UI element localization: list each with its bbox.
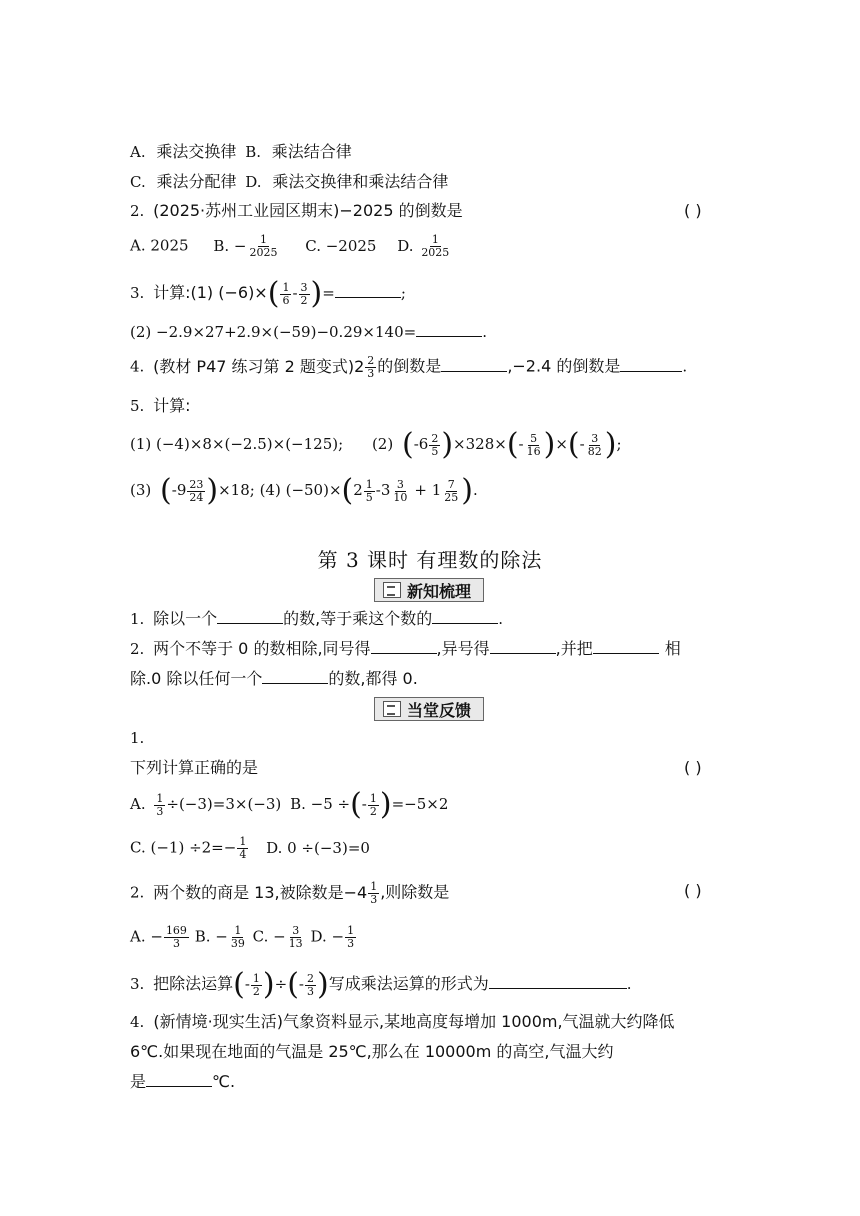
question-3: 3. 计算:(1) (−6)×( $\frac{1}{6}$ - $\frac{3}{2}$ )= ; [130,276,406,311]
fraction: $\frac{5}{16}$ [526,431,541,458]
question-5 [130,396,191,416]
question-text: (2025·苏州工业园区期末)−2025 的倒数是 [153,201,463,220]
option-letter: B. [245,143,261,161]
pen-icon [383,701,401,717]
question-3-part-2: (2) −2.9×27+2.9×(−59)−0.29×140= . [130,323,487,341]
question-2 [130,201,463,221]
question-text: 计算:(1) (−6)× [153,283,268,302]
answer-blank[interactable] [335,283,401,298]
fraction: $\frac{1}{3}$ [370,880,378,906]
fraction: $\frac{2}{3}$ [367,354,375,380]
option-c: C. −2025 [305,236,377,255]
option-d: D. [397,236,414,255]
answer-blank[interactable] [262,669,328,684]
question-number: 5. [130,397,145,415]
fraction: $\frac{3}{13}$ [288,924,303,950]
answer-blank[interactable] [217,609,283,624]
answer-blank[interactable] [441,357,507,372]
feedback-1-text: 下列计算正确的是 [130,758,259,777]
banner-label: 新知梳理 [407,581,472,601]
option-letter: A. [130,143,146,161]
question-2-options [130,234,452,259]
fraction: $\frac{7}{25}$ [444,477,459,504]
answer-blank[interactable] [593,639,659,654]
fraction: $\frac{1}{5}$ [365,477,373,504]
answer-blank[interactable] [490,639,556,654]
fraction: $\frac{1}{3}$ [347,924,355,950]
feedback-2-options: A. − $\frac{169}{3}$ B. − $\frac{1}{39}$ C. − $\frac{3}{13}$ D. − $\frac{1}{3}$ [130,924,355,950]
fraction: $\frac{1}{2}$ [252,971,260,998]
question-4: 4. (教材 P47 练习第 2 题变式)2 $\frac{2}{3}$ 的倒数是 ,−2.4 的倒数是 . [130,354,688,380]
fraction: $\frac{2}{3}$ [307,971,314,998]
fraction: $\frac{3}{2}$ [300,280,308,307]
feedback-2: 2. 两个数的商是 13,被除数是−4 $\frac{1}{3}$ ,则除数是 [130,880,450,906]
section-title: 第 3 课时 有理数的除法 [317,548,543,572]
fraction: $\frac{3}{82}$ [587,431,602,458]
option-line-cd [130,172,448,192]
answer-parentheses: ( ) [684,881,702,900]
option-text: 乘法交换律 [156,142,237,161]
fraction: $\frac{169}{3}$ [165,924,187,950]
option-text: 乘法结合律 [271,142,352,161]
feedback-1-options-ab: A. $\frac{1}{3}$ ÷(−3)=3×(−3) B. −5 ÷(- $\frac{1}{2}$ )=−5×2 [130,787,449,822]
answer-blank[interactable] [371,639,437,654]
fraction: $\frac{1}{39}$ [230,924,245,950]
fraction: $\frac{23}{24}$ [189,477,204,504]
banner-label: 当堂反馈 [407,700,472,720]
question-text: (教材 P47 练习第 2 题变式)2 [153,356,365,376]
learn-line-2: 2. 两个不等于 0 的数相除,同号得 ,异号得 ,并把 相 [130,639,681,658]
feedback-3: 3. 把除法运算(- $\frac{1}{2}$ )÷(- $\frac{2}{3}$ )写成乘法运算的形式为 . [130,967,632,1002]
feedback-1-number: 1. [130,729,145,747]
option-letter: D. [245,173,262,191]
fraction: $\frac{1}{6}$ [282,280,290,307]
option-a: A. 2025 [130,236,189,255]
answer-parentheses: ( ) [684,758,702,777]
answer-blank[interactable] [416,322,482,337]
feedback-4-line-2: 6℃.如果现在地面的气温是 25℃,那么在 10000m 的高空,气温大约 [130,1042,614,1061]
learn-line-1: 1. 除以一个 的数,等于乘这个数的 . [130,609,503,628]
feedback-1-options-cd: C. (−1) ÷2=− $\frac{1}{4}$ D. 0 ÷(−3)=0 [130,835,370,861]
question-number: 3. [130,284,145,302]
fraction: $\frac{1}{2025}$ [421,233,450,259]
answer-blank[interactable] [620,357,682,372]
book-icon [383,582,401,598]
option-line-ab [130,142,352,162]
question-5-line-2: (3) (-9 $\frac{23}{24}$ )×18; (4) (−50)×(2 $\frac{1}{5}$ -3 $\frac{3}{10}$ + 1 $\frac{7}{25}$ ). [130,473,478,508]
question-text: 计算: [153,396,191,415]
feedback-4-line-1: 4. (新情境·现实生活)气象资料显示,某地高度每增加 1000m,气温就大约降低 [130,1012,675,1031]
answer-parentheses: ( ) [684,201,702,220]
banner-in-class-feedback [374,697,484,721]
option-text: 乘法分配律 [156,172,237,191]
question-number: 4. [130,357,145,376]
feedback-4-line-3: 是 ℃. [130,1072,236,1091]
banner-new-knowledge [374,578,484,602]
fraction: $\frac{1}{2}$ [369,791,377,818]
answer-blank[interactable] [489,974,627,989]
learn-line-3: 除.0 除以任何一个 的数,都得 0. [130,669,418,688]
answer-blank[interactable] [432,609,498,624]
fraction: $\frac{1}{4}$ [239,835,247,861]
option-b: B. − [213,236,247,255]
question-text: (2) −2.9×27+2.9×(−59)−0.29×140= [130,323,417,341]
option-letter: C. [130,173,146,191]
fraction: $\frac{3}{10}$ [393,477,408,504]
answer-blank[interactable] [146,1072,212,1087]
fraction: $\frac{2}{5}$ [431,431,439,458]
fraction: $\frac{1}{2025}$ [249,233,278,259]
option-text: 乘法交换律和乘法结合律 [272,172,449,191]
question-number: 2. [130,202,145,220]
fraction: $\frac{1}{3}$ [156,791,164,818]
question-5-line-1: (1) (−4)×8×(−2.5)×(−125); (2) (-6 $\frac{2}{5}$ )×328×(- $\frac{5}{16}$ )×(- $\frac{3}{82}$ ); [130,427,622,462]
